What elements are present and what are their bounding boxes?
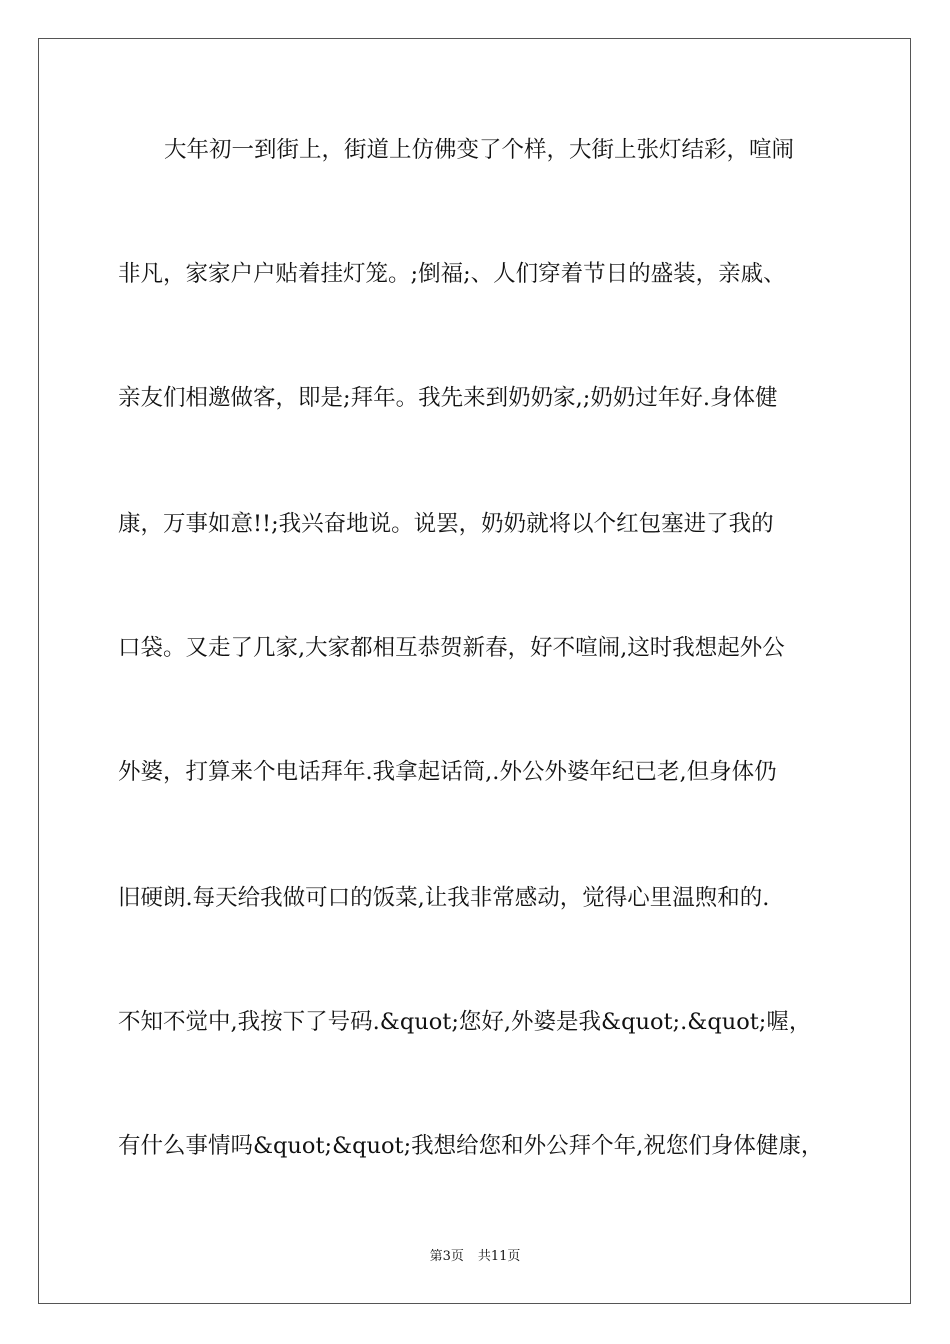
paragraph-line-2: 非凡，家家户户贴着挂灯笼。;倒福;、人们穿着节日的盛装，亲戚、 [118,261,786,287]
paragraph-line-1: 大年初一到街上，街道上仿佛变了个样，大街上张灯结彩，喧闹 [164,137,795,163]
paragraph-line-4: 康，万事如意!!;我兴奋地说。说罢，奶奶就将以个红包塞进了我的 [118,511,774,537]
page-number: 第3页 [429,1249,464,1264]
paragraph-line-7: 旧硬朗.每天给我做可口的饭菜,让我非常感动，觉得心里温煦和的. [118,885,770,911]
page-border [38,38,911,1304]
paragraph-line-3: 亲友们相邀做客，即是;拜年。我先来到奶奶家,;奶奶过年好.身体健 [118,385,778,411]
page-footer [0,1248,950,1266]
paragraph-line-8: 不知不觉中,我按下了号码.&quot;您好,外婆是我&quot;.&quot;喔， [118,1009,812,1035]
paragraph-line-5: 口袋。又走了几家,大家都相互恭贺新春，好不喧闹,这时我想起外公 [118,635,785,661]
page-total: 共11页 [477,1249,521,1264]
paragraph-line-9: 有什么事情吗&quot;&quot;我想给您和外公拜个年,祝您们身体健康， [118,1133,824,1159]
paragraph-line-6: 外婆，打算来个电话拜年.我拿起话筒,.外公外婆年纪已老,但身体仍 [118,759,777,785]
